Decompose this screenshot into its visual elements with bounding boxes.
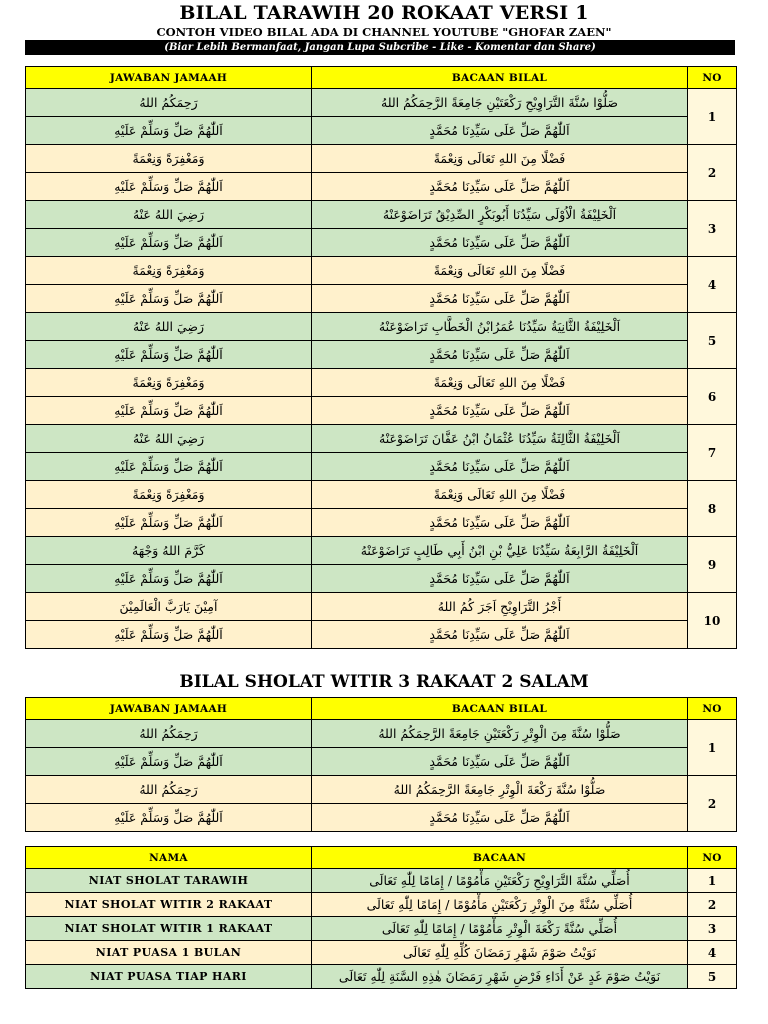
column-header-nama: NAMA <box>26 847 312 869</box>
bacaan-cell: اَللّٰهُمَّ صَلِّ عَلَى سَيِّدِنَا مُحَمَّدٍ <box>312 285 688 313</box>
table-row <box>26 748 737 776</box>
number-cell: 3 <box>688 917 737 941</box>
table-row <box>26 145 737 173</box>
column-header-jawaban: JAWABAN JAMAAH <box>26 67 312 89</box>
jawaban-cell: اَللّٰهُمَّ صَلِّ وَسَلِّمْ عَلَيْهِ <box>26 748 312 776</box>
niat-name-cell: NIAT PUASA 1 BULAN <box>26 941 312 965</box>
jawaban-cell: آمِيْنَ يَارَبَّ الْعَالَمِيْنَ <box>26 593 312 621</box>
column-header-bacaan: BACAAN BILAL <box>312 698 688 720</box>
number-cell: 5 <box>688 313 737 369</box>
jawaban-cell: وَمَغْفِرَةً وَنِعْمَةً <box>26 145 312 173</box>
jawaban-cell: رَضِيَ اللهُ عَنْهُ <box>26 425 312 453</box>
column-header-no: NO <box>688 67 737 89</box>
niat-bacaan-cell: أُصَلِّي سُنَّةً رَكْعَةَ الْوِتْرِ مَأْمُوْمًا / إِمَامًا لِلّٰهِ تَعَالَى <box>312 917 688 941</box>
table-row <box>26 481 737 509</box>
bacaan-cell: اَلْخَلِيْفَةُ الْاُوْلَى سَيِّدُنَا أَبُوبَكْرٍ الصِّدِيْقُ تَرَاضَوْعَنْهُ <box>312 201 688 229</box>
jawaban-cell: وَمَغْفِرَةً وَنِعْمَةً <box>26 481 312 509</box>
witir-section-title: BILAL SHOLAT WITIR 3 RAKAAT 2 SALAM <box>179 672 589 692</box>
number-cell: 6 <box>688 369 737 425</box>
table-row <box>26 941 737 965</box>
bacaan-cell: أَجْرُ التَّرَاوِيْحِ اَجَرَ كُمُ اللهُ <box>312 593 688 621</box>
table-row <box>26 621 737 649</box>
bacaan-cell: اَللّٰهُمَّ صَلِّ عَلَى سَيِّدِنَا مُحَمَّدٍ <box>312 173 688 201</box>
table-row <box>26 720 737 748</box>
niat-name-cell: NIAT SHOLAT TARAWIH <box>26 869 312 893</box>
bacaan-cell: اَلْخَلِيْفَةُ الرَّابِعَةُ سَيِّدُنَا عَلِيُّ بْنِ ابْنُ أَبِي طَالِبٍ تَرَاضَوْعَنْهُ <box>312 537 688 565</box>
number-cell: 7 <box>688 425 737 481</box>
jawaban-cell: اَللّٰهُمَّ صَلِّ وَسَلِّمْ عَلَيْهِ <box>26 804 312 832</box>
number-cell: 1 <box>688 89 737 145</box>
page-title: BILAL TARAWIH 20 ROKAAT VERSI 1 <box>179 2 589 24</box>
bacaan-cell: صَلُّوْا سُنَّةَ رَكْعَةَ الْوِتْرِ جَامِعَةً الرَّحِمَكُمُ اللهُ <box>312 776 688 804</box>
table-row <box>26 369 737 397</box>
table-row <box>26 965 737 989</box>
jawaban-cell: اَللّٰهُمَّ صَلِّ وَسَلِّمْ عَلَيْهِ <box>26 621 312 649</box>
jawaban-cell: وَمَغْفِرَةً وَنِعْمَةً <box>26 257 312 285</box>
jawaban-cell: كَرَّمَ اللهُ وَجْهَهُ <box>26 537 312 565</box>
table-row <box>26 313 737 341</box>
number-cell: 1 <box>688 720 737 776</box>
jawaban-cell: اَللّٰهُمَّ صَلِّ وَسَلِّمْ عَلَيْهِ <box>26 397 312 425</box>
column-header-no: NO <box>688 847 737 869</box>
niat-name-cell: NIAT PUASA TIAP HARI <box>26 965 312 989</box>
bacaan-cell: اَللّٰهُمَّ صَلِّ عَلَى سَيِّدِنَا مُحَمَّدٍ <box>312 621 688 649</box>
jawaban-cell: رَضِيَ اللهُ عَنْهُ <box>26 201 312 229</box>
bacaan-cell: اَللّٰهُمَّ صَلِّ عَلَى سَيِّدِنَا مُحَمَّدٍ <box>312 117 688 145</box>
number-cell: 10 <box>688 593 737 649</box>
jawaban-cell: اَللّٰهُمَّ صَلِّ وَسَلِّمْ عَلَيْهِ <box>26 229 312 257</box>
bacaan-cell: اَللّٰهُمَّ صَلِّ عَلَى سَيِّدِنَا مُحَمَّدٍ <box>312 748 688 776</box>
table-row <box>26 537 737 565</box>
bacaan-cell: فَضْلًا مِنَ اللهِ تَعَالَى وَنِعْمَةً <box>312 257 688 285</box>
table-row <box>26 257 737 285</box>
jawaban-cell: اَللّٰهُمَّ صَلِّ وَسَلِّمْ عَلَيْهِ <box>26 173 312 201</box>
jawaban-cell: اَللّٰهُمَّ صَلِّ وَسَلِّمْ عَلَيْهِ <box>26 565 312 593</box>
bacaan-cell: اَللّٰهُمَّ صَلِّ عَلَى سَيِّدِنَا مُحَمَّدٍ <box>312 397 688 425</box>
table-row <box>26 917 737 941</box>
jawaban-cell: اَللّٰهُمَّ صَلِّ وَسَلِّمْ عَلَيْهِ <box>26 509 312 537</box>
niat-bacaan-cell: نَوَيْتُ صَوْمَ غَدٍ عَنْ أَدَاءِ فَرْضِ شَهْرِ رَمَضَانَ هٰذِهِ السَّنَةِ لِلّٰهِ تَعَالَى <box>312 965 688 989</box>
table-row <box>26 453 737 481</box>
table-row <box>26 285 737 313</box>
column-header-no: NO <box>688 698 737 720</box>
bacaan-cell: اَلْخَلِيْفَةُ الثَّالِثَةُ سَيِّدُنَا عُثْمَانُ ابْنُ عَفَّانَ تَرَاضَوْعَنْهُ <box>312 425 688 453</box>
page-subtitle: CONTOH VIDEO BILAL ADA DI CHANNEL YOUTUBE "GHOFAR ZAEN" <box>156 25 612 39</box>
table-row <box>26 593 737 621</box>
bacaan-cell: اَللّٰهُمَّ صَلِّ عَلَى سَيِّدِنَا مُحَمَّدٍ <box>312 509 688 537</box>
number-cell: 2 <box>688 776 737 832</box>
jawaban-cell: اَللّٰهُمَّ صَلِّ وَسَلِّمْ عَلَيْهِ <box>26 117 312 145</box>
jawaban-cell: اَللّٰهُمَّ صَلِّ وَسَلِّمْ عَلَيْهِ <box>26 285 312 313</box>
table-row <box>26 425 737 453</box>
bacaan-cell: فَضْلًا مِنَ اللهِ تَعَالَى وَنِعْمَةً <box>312 145 688 173</box>
bacaan-cell: اَللّٰهُمَّ صَلِّ عَلَى سَيِّدِنَا مُحَمَّدٍ <box>312 565 688 593</box>
column-header-jawaban: JAWABAN JAMAAH <box>26 698 312 720</box>
number-cell: 4 <box>688 941 737 965</box>
jawaban-cell: رَحِمَكُمُ اللهُ <box>26 89 312 117</box>
table-row <box>26 804 737 832</box>
niat-bacaan-cell: نَوَيْتُ صَوْمَ شَهْرِ رَمَضَانَ كُلِّهِ لِلّٰهِ تَعَالَى <box>312 941 688 965</box>
table-row <box>26 229 737 257</box>
jawaban-cell: اَللّٰهُمَّ صَلِّ وَسَلِّمْ عَلَيْهِ <box>26 453 312 481</box>
table-row <box>26 173 737 201</box>
number-cell: 1 <box>688 869 737 893</box>
table-row <box>26 509 737 537</box>
number-cell: 2 <box>688 145 737 201</box>
number-cell: 5 <box>688 965 737 989</box>
table-row <box>26 565 737 593</box>
bacaan-cell: اَللّٰهُمَّ صَلِّ عَلَى سَيِّدِنَا مُحَمَّدٍ <box>312 453 688 481</box>
jawaban-cell: وَمَغْفِرَةً وَنِعْمَةً <box>26 369 312 397</box>
number-cell: 4 <box>688 257 737 313</box>
number-cell: 9 <box>688 537 737 593</box>
witir-table <box>25 697 737 832</box>
bacaan-cell: اَللّٰهُمَّ صَلِّ عَلَى سَيِّدِنَا مُحَمَّدٍ <box>312 341 688 369</box>
jawaban-cell: رَضِيَ اللهُ عَنْهُ <box>26 313 312 341</box>
table-row <box>26 89 737 117</box>
bacaan-cell: صَلُّوْا سُنَّةَ مِنَ الْوِتْرِ رَكْعَتَيْنِ جَامِعَةً الرَّحِمَكُمُ اللهُ <box>312 720 688 748</box>
niat-bacaan-cell: أُصَلِّي سُنَّةَ التَّرَاوِيْحِ رَكْعَتَيْنِ مَأْمُوْمًا / إِمَامًا لِلّٰهِ تَعَالَى <box>312 869 688 893</box>
table-row <box>26 117 737 145</box>
number-cell: 2 <box>688 893 737 917</box>
table-row <box>26 201 737 229</box>
number-cell: 8 <box>688 481 737 537</box>
bacaan-cell: فَضْلًا مِنَ اللهِ تَعَالَى وَنِعْمَةً <box>312 481 688 509</box>
jawaban-cell: اَللّٰهُمَّ صَلِّ وَسَلِّمْ عَلَيْهِ <box>26 341 312 369</box>
jawaban-cell: رَحِمَكُمُ اللهُ <box>26 720 312 748</box>
table-row <box>26 341 737 369</box>
tarawih-table <box>25 66 737 649</box>
column-header-bacaan: BACAAN <box>312 847 688 869</box>
bacaan-cell: فَضْلًا مِنَ اللهِ تَعَالَى وَنِعْمَةً <box>312 369 688 397</box>
table-row <box>26 397 737 425</box>
bacaan-cell: اَلْخَلِيْفَةُ الثَّانِيَةُ سَيِّدُنَا عُمَرُابْنُ الْخَطَّابِ تَرَاضَوْعَنْهُ <box>312 313 688 341</box>
bacaan-cell: صَلُّوْا سُنَّةَ التَّرَاوِيْحِ رَكْعَتَيْنِ جَامِعَةً الرَّحِمَكُمُ اللهُ <box>312 89 688 117</box>
table-row <box>26 776 737 804</box>
banner-note: (Biar Lebih Bermanfaat, Jangan Lupa Subcribe - Like - Komentar dan Share) <box>25 40 735 55</box>
jawaban-cell: رَحِمَكُمُ اللهُ <box>26 776 312 804</box>
table-row <box>26 893 737 917</box>
column-header-bacaan: BACAAN BILAL <box>312 67 688 89</box>
niat-bacaan-cell: أُصَلِّي سُنَّةً مِنَ الْوِتْرِ رَكْعَتَيْنِ مَأْمُوْمًا / إِمَامًا لِلّٰهِ تَعَالَى <box>312 893 688 917</box>
bacaan-cell: اَللّٰهُمَّ صَلِّ عَلَى سَيِّدِنَا مُحَمَّدٍ <box>312 229 688 257</box>
niat-table <box>25 846 737 989</box>
niat-name-cell: NIAT SHOLAT WITIR 1 RAKAAT <box>26 917 312 941</box>
table-row <box>26 869 737 893</box>
bacaan-cell: اَللّٰهُمَّ صَلِّ عَلَى سَيِّدِنَا مُحَمَّدٍ <box>312 804 688 832</box>
number-cell: 3 <box>688 201 737 257</box>
niat-name-cell: NIAT SHOLAT WITIR 2 RAKAAT <box>26 893 312 917</box>
